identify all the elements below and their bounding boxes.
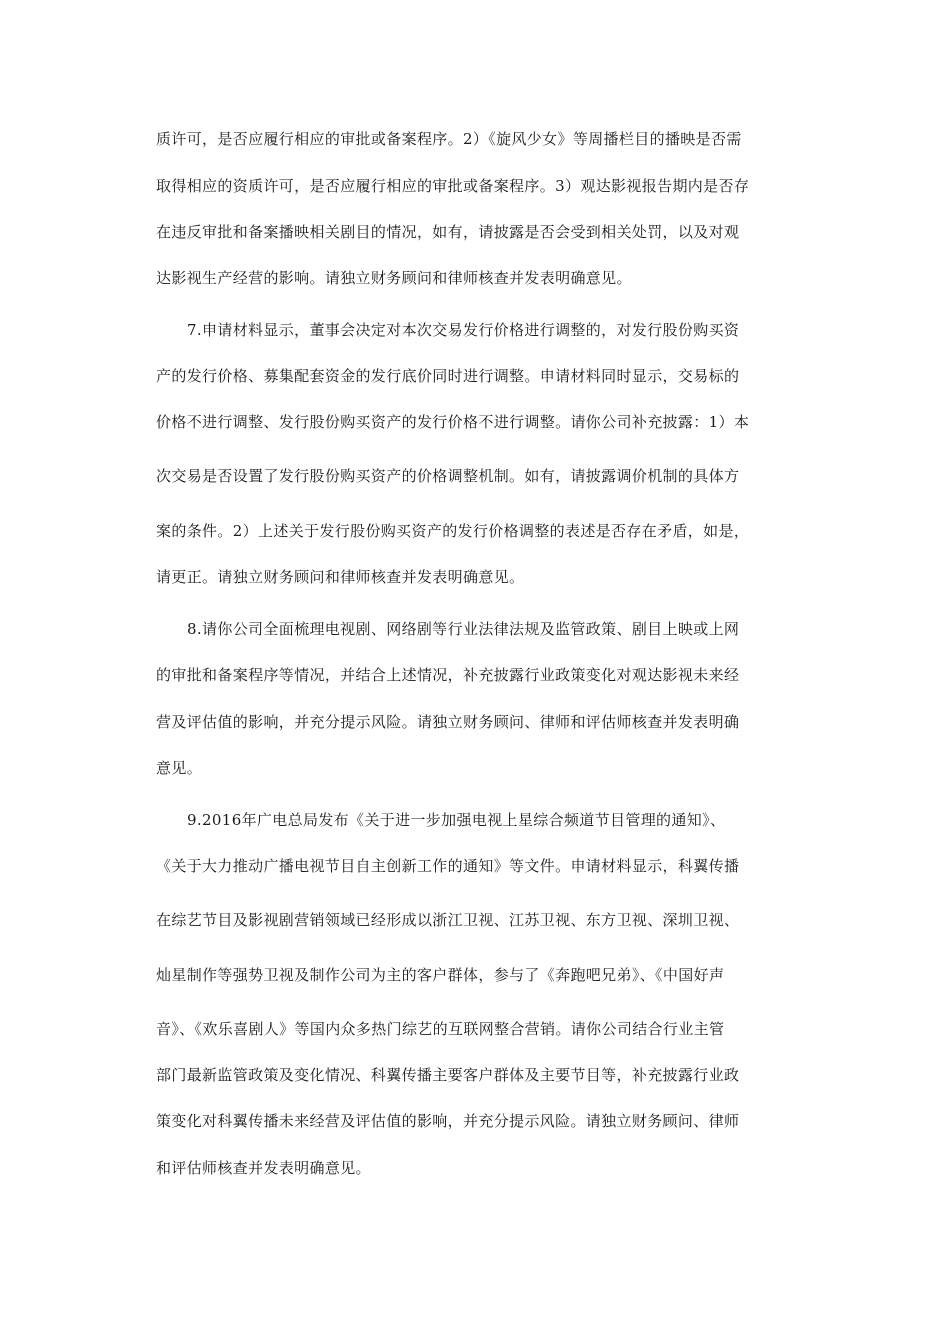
paragraph-line: 音》、《欢乐喜剧人》等国内众多热门综艺的互联网整合营销。请你公司结合行业主管: [156, 1020, 725, 1038]
paragraph-line: 质许可，是否应履行相应的审批或备案程序。2）《旋风少女》等周播栏目的播映是否需: [156, 130, 742, 148]
paragraph-line: 意见。: [156, 759, 203, 777]
paragraph-line: 在综艺节目及影视剧营销领域已经形成以浙江卫视、江苏卫视、东方卫视、深圳卫视、: [156, 911, 740, 929]
paragraph-line: 产的发行价格、募集配套资金的发行底价同时进行调整。申请材料同时显示，交易标的: [156, 367, 740, 385]
paragraph-line: 取得相应的资质许可，是否应履行相应的审批或备案程序。3）观达影视报告期内是否存: [156, 177, 750, 195]
paragraph-line: 达影视生产经营的影响。请独立财务顾问和律师核查并发表明确意见。: [156, 269, 632, 287]
paragraph-line: 次交易是否设置了发行股份购买资产的价格调整机制。如有，请披露调价机制的具体方: [156, 467, 740, 485]
paragraph-line: 价格不进行调整、发行股份购买资产的发行价格不进行调整。请你公司补充披露：1）本: [156, 413, 750, 431]
paragraph-line: 请更正。请独立财务顾问和律师核查并发表明确意见。: [156, 568, 525, 586]
paragraph-line: 灿星制作等强势卫视及制作公司为主的客户群体，参与了《奔跑吧兄弟》、《中国好声: [156, 966, 725, 984]
paragraph-line: 策变化对科翼传播未来经营及评估值的影响，并充分提示风险。请独立财务顾问、律师: [156, 1112, 740, 1130]
paragraph-line: 的审批和备案程序等情况，并结合上述情况，补充披露行业政策变化对观达影视未来经: [156, 666, 740, 684]
paragraph-line: 部门最新监管政策及变化情况、科翼传播主要客户群体及主要节目等，补充披露行业政: [156, 1066, 740, 1084]
paragraph-line: 《关于大力推动广播电视节目自主创新工作的通知》等文件。申请材料显示，科翼传播: [156, 857, 740, 875]
paragraph-line: 和评估师核查并发表明确意见。: [156, 1159, 371, 1177]
paragraph-line: 案的条件。2）上述关于发行股份购买资产的发行价格调整的表述是否存在矛盾，如是，: [156, 522, 750, 540]
paragraph-line: 7.申请材料显示，董事会决定对本次交易发行价格进行调整的，对发行股份购买资: [187, 321, 740, 339]
paragraph-line: 营及评估值的影响，并充分提示风险。请独立财务顾问、律师和评估师核查并发表明确: [156, 713, 740, 731]
paragraph-line: 8.请你公司全面梳理电视剧、网络剧等行业法律法规及监管政策、剧目上映或上网: [187, 620, 740, 638]
paragraph-line: 9.2016年广电总局发布《关于进一步加强电视上星综合频道节目管理的通知》、: [187, 811, 726, 829]
paragraph-line: 在违反审批和备案播映相关剧目的情况，如有，请披露是否会受到相关处罚，以及对观: [156, 223, 740, 241]
